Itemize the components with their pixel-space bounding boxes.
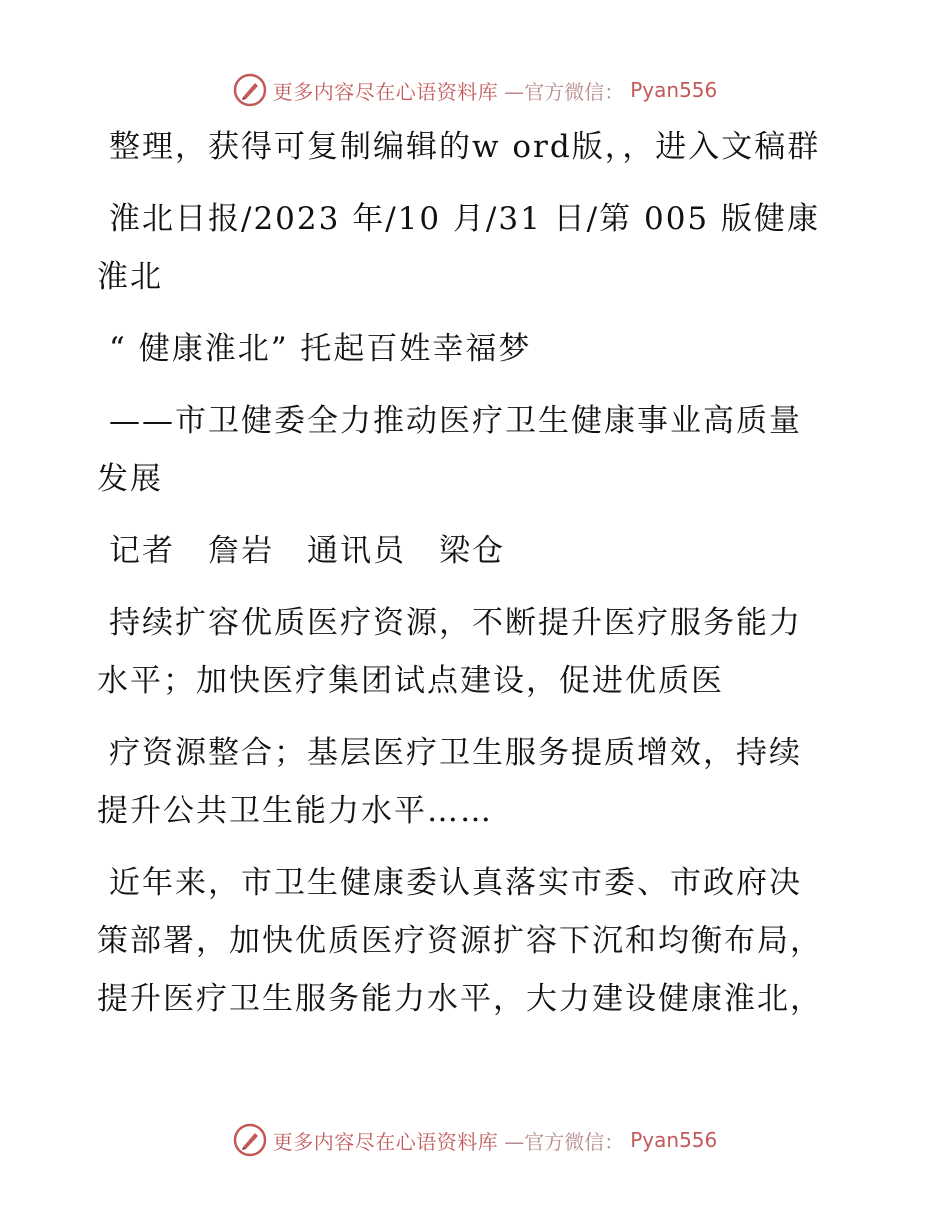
paragraph-intro: 整理，获得可复制编辑的w ord版，，进入文稿群 bbox=[109, 129, 821, 165]
watermark-main-text: 更多内容尽在心语资料库 bbox=[272, 1129, 499, 1154]
pen-logo-icon bbox=[233, 73, 267, 107]
pen-logo-icon bbox=[233, 1123, 267, 1157]
article-title: “ 健康淮北” 托起百姓幸福梦 bbox=[109, 331, 532, 367]
paragraph-source: 淮北日报/2023 年/10 月/31 日/第 005 版健康淮北 bbox=[97, 201, 821, 295]
watermark-separator-text: —官方微信： bbox=[504, 1129, 625, 1154]
article-subtitle: ——市卫健委全力推动医疗卫生健康事业高质量发展 bbox=[97, 403, 802, 497]
paragraph-lead-1: 持续扩容优质医疗资源，不断提升医疗服务能力水平；加快医疗集团试点建设，促进优质医 bbox=[97, 605, 802, 699]
watermark-separator-text: —官方微信： bbox=[504, 79, 625, 104]
watermark-main-text: 更多内容尽在心语资料库 bbox=[272, 79, 499, 104]
watermark-wechat-id: Pyan556 bbox=[630, 1128, 718, 1152]
watermark-wechat-id: Pyan556 bbox=[630, 78, 718, 102]
header-watermark bbox=[0, 70, 950, 110]
footer-watermark bbox=[0, 1120, 950, 1160]
article-byline: 记者 詹岩 通讯员 梁仓 bbox=[109, 533, 505, 569]
document-body bbox=[97, 118, 832, 1042]
paragraph-body-1: 近年来，市卫生健康委认真落实市委、市政府决策部署，加快优质医疗资源扩容下沉和均衡布局，提升医疗卫生服务能力水平，大力建设健康淮北， bbox=[97, 865, 823, 1017]
paragraph-lead-2: 疗资源整合；基层医疗卫生服务提质增效，持续提升公共卫生能力水平…… bbox=[97, 735, 802, 829]
